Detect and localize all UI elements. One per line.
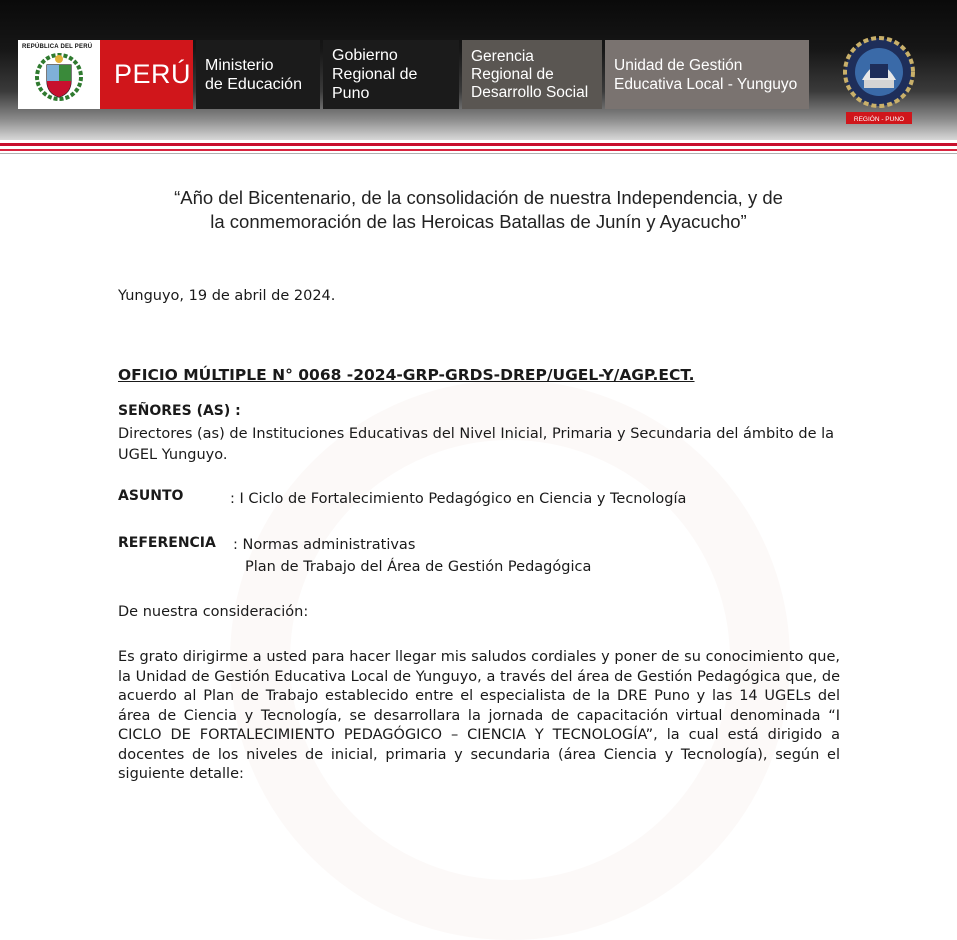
emblem-caption: REGIÓN - PUNO [853,116,905,123]
header-rule-red-secondary [0,149,957,151]
reference-label: REFERENCIA [118,535,216,551]
institution-logo-strip [18,40,809,109]
body-paragraph: Es grato dirigirme a usted para hacer llegar mis saludos cordiales y poner de su conocimiento que, la Unidad de Gestión Educativa Local de Yunguyo, a través del área de Gestión Pedagógica que, de acuerdo al Plan de Trabajo establecido entre el especialista de la DRE Puno y las 14 UGELs del área de Ciencia y Tecnología, se desarrollara la jornada de capacitación virtual denominada “I CICLO DE FORTALECIMIENTO PEDAGÓGICO – CIENCIA Y TECNOLOGÍA”, la cual está dirigido a docentes de los niveles de inicial, primaria y secundaria (área Ciencia y Tecnología), según el siguiente detalle: [118,649,840,782]
reference-line-2: Plan de Trabajo del Área de Gestión Pedagógica [245,559,592,575]
ugel-label: Unidad de Gestión Educativa Local - Yunguyo [614,56,798,93]
subject-text: : I Ciclo de Fortalecimiento Pedagógico en Ciencia y Tecnología [230,491,687,507]
recipients-heading: SEÑORES (AS) : [118,403,241,419]
peru-coat-of-arms [18,40,100,109]
peru-label: PERÚ [100,40,193,109]
header-rule-red [0,143,957,146]
motto-line-1: “Año del Bicentenario, de la consolidación de nuestra Independencia, y de [174,187,783,208]
letter-date: Yunguyo, 19 de abril de 2024. [118,288,336,304]
year-motto [100,186,857,234]
social-development-label: Gerencia Regional de Desarrollo Social [471,47,589,101]
greeting: De nuestra consideración: [118,604,309,620]
social-development-box [462,40,602,109]
recipients-text: Directores (as) de Instituciones Educativas del Nivel Inicial, Primaria y Secundaria del ámbito de la UGEL Yunguyo. [118,426,835,463]
region-puno-emblem-icon [840,30,918,130]
ministry-label: Ministerio de Educación [205,56,302,93]
ugel-box [605,40,809,109]
coat-of-arms-icon [31,47,87,103]
motto-line-2: la conmemoración de las Heroicas Batallas de Junín y Ayacucho” [210,211,747,232]
regional-government-label: Gobierno Regional de Puno [332,47,418,102]
coat-of-arms-caption: REPÚBLICA DEL PERÚ [22,44,93,50]
ministry-box [196,40,320,109]
subject-label: ASUNTO [118,488,184,504]
letterhead-banner [0,0,957,140]
header-rule-grey [0,153,957,154]
reference-line-1: : Normas administrativas [233,537,416,553]
oficio-number: OFICIO MÚLTIPLE N° 0068 -2024-GRP-GRDS-DREP/UGEL-Y/AGP.ECT. [118,366,695,384]
regional-government-box [323,40,459,109]
